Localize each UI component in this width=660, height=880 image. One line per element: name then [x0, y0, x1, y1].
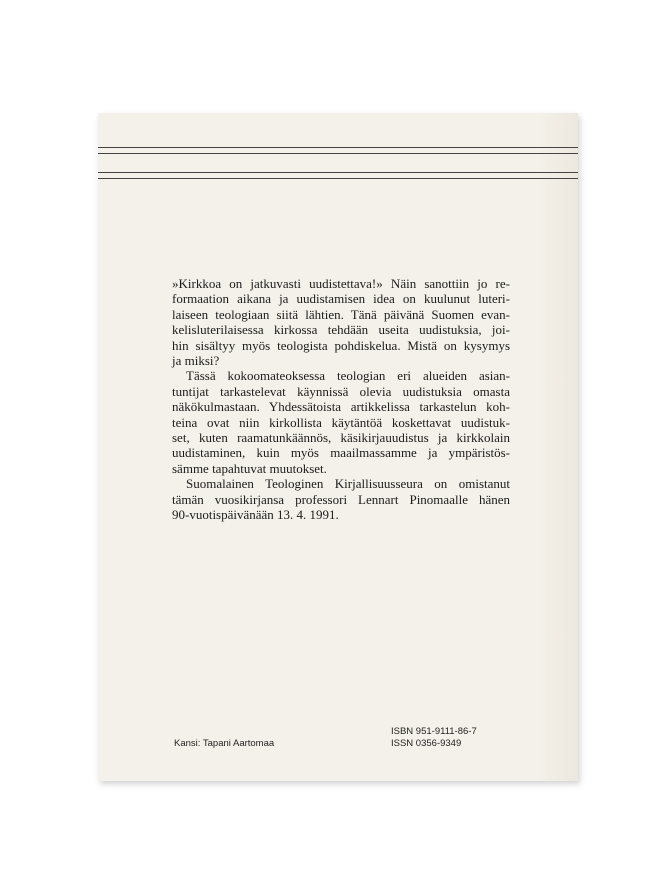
- rule-1: [98, 147, 578, 148]
- issn: ISSN 0356-9349: [391, 738, 462, 749]
- cover-credit: Kansi: Tapani Aartomaa: [174, 738, 275, 749]
- blurb-line: 90-vuotispäivänään 13. 4. 1991.: [172, 507, 339, 523]
- blurb-line: »Kirkkoa on jatkuvasti uudistettava!» Näin sanottiin jo re-: [172, 276, 510, 291]
- blurb-line: kelisluterilaisessa kirkossa tehdään useita uudistuksia, joi-: [172, 322, 510, 338]
- blurb-line: sämme tapahtuvat muutokset.: [172, 460, 327, 476]
- blurb-line: uudistaminen, kuin myös maailmassamme ja ympäristös-: [172, 445, 510, 461]
- blurb-line: Tässä kokoomateoksessa teologian eri alueiden asian-: [186, 368, 510, 384]
- isbn: ISBN 951-9111-86-7: [391, 726, 477, 737]
- rule-2: [98, 153, 578, 154]
- blurb-line: näkökulmastaan. Yhdessätoista artikkelissa tarkastelun koh-: [172, 399, 510, 415]
- blurb-line: laiseen teologiaan siitä lähtien. Tänä päivänä Suomen evan-: [172, 306, 510, 322]
- blurb-line: teina ovat niin kirkollista käytäntöä koskettavat uudistuk-: [172, 414, 510, 430]
- blurb-line: set, kuten raamatunkäännös, käsikirjauudistus ja kirkkolain: [172, 430, 510, 446]
- blurb-line: formaation aikana ja uudistamisen idea on kuulunut luteri-: [172, 291, 510, 307]
- page-edge: [538, 113, 578, 781]
- blurb-line: tuntijat tarkastelevat käynnissä olevia uudistuksia omasta: [172, 383, 510, 399]
- blurb-line: Suomalainen Teologinen Kirjallisuusseura on omistanut: [186, 476, 510, 492]
- book-back-cover: [98, 113, 578, 781]
- rule-3: [98, 172, 578, 173]
- identifiers: [391, 726, 477, 750]
- blurb-line: ja miksi?: [172, 353, 220, 369]
- blurb-line: hin sisältyy myös teologista pohdiskelua. Mistä on kysymys: [172, 337, 510, 353]
- blurb-paragraph: [172, 368, 510, 476]
- rule-4: [98, 178, 578, 179]
- blurb-line: tämän vuosikirjansa professori Lennart Pinomaalle hänen: [172, 491, 510, 507]
- blurb-paragraph: [172, 476, 510, 522]
- back-cover-blurb: [172, 276, 510, 523]
- blurb-paragraph: [172, 276, 510, 368]
